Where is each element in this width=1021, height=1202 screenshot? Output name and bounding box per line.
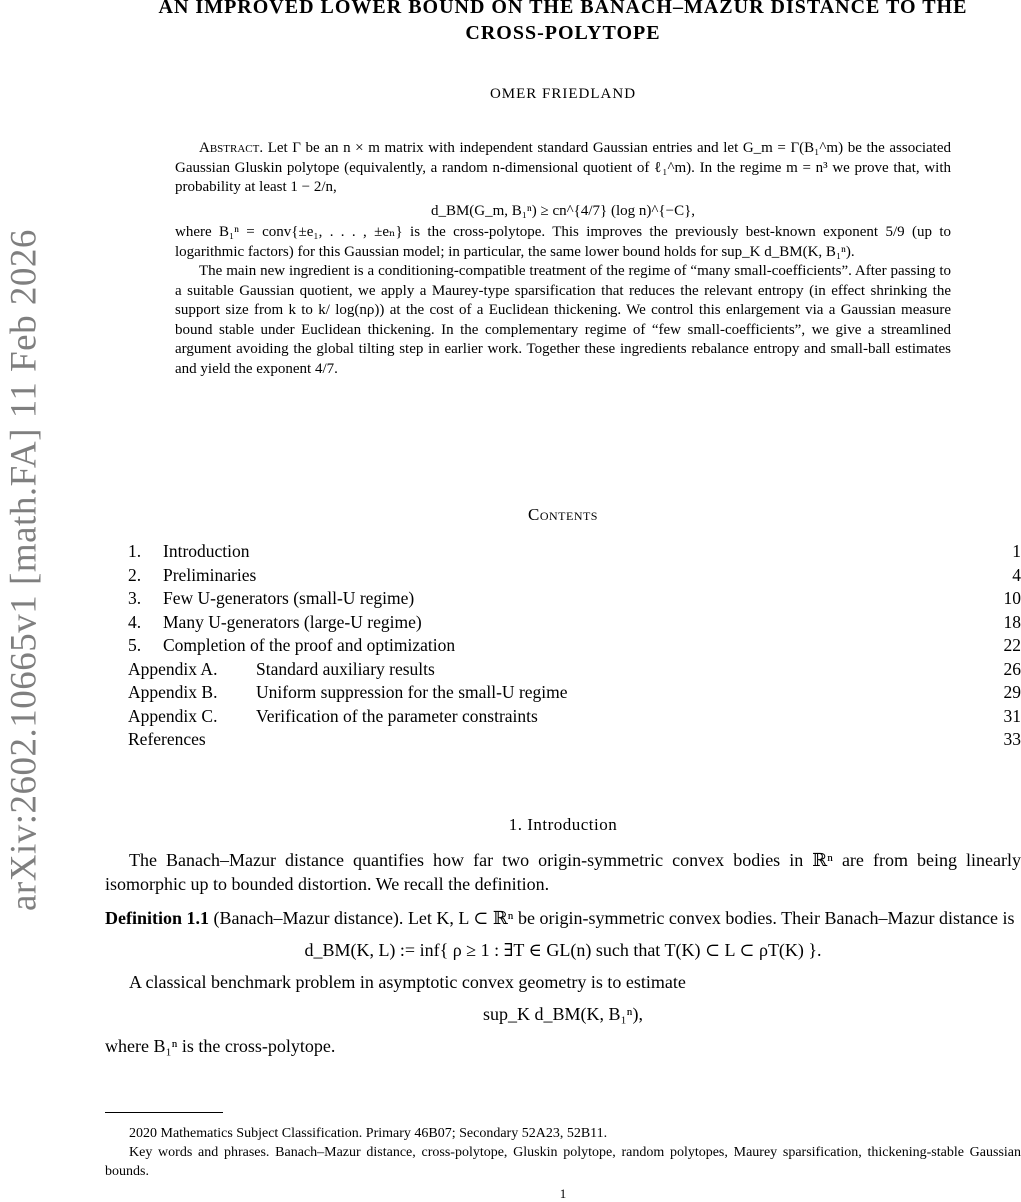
toc-entry-completion[interactable] — [128, 634, 1021, 658]
arxiv-stamp: arXiv:2602.10665v1 [math.FA] 11 Feb 2026 — [3, 229, 45, 911]
contents-heading: Contents — [527, 505, 598, 524]
definition-display: d_BM(K, L) := inf{ ρ ≥ 1 : ∃T ∈ GL(n) such that T(K) ⊂ L ⊂ ρT(K) }. — [304, 940, 822, 960]
title-line-2: CROSS-POLYTOPE — [465, 22, 661, 44]
footnotes — [105, 1124, 1021, 1181]
toc-page: 1 — [1012, 541, 1021, 562]
toc-label: Introduction — [163, 541, 250, 562]
abstract-label: Abstract. — [199, 140, 264, 156]
toc-entry-appendix-a[interactable] — [128, 658, 1021, 682]
toc-label: References — [128, 729, 206, 750]
toc-number: 3. — [128, 588, 142, 609]
toc-page: 31 — [1003, 705, 1021, 726]
table-of-contents — [128, 540, 1021, 752]
toc-number: 1. — [128, 541, 142, 562]
abstract — [175, 139, 951, 379]
toc-page: 22 — [1003, 635, 1021, 656]
toc-label: Verification of the parameter constraints — [256, 705, 538, 726]
toc-label: Few U-generators (small-U regime) — [163, 588, 415, 609]
intro-p2: A classical benchmark problem in asymptotic convex geometry is to estimate — [129, 972, 686, 992]
toc-label: Many U-generators (large-U regime) — [163, 611, 422, 632]
definition-text: Let K, L ⊂ ℝⁿ be origin-symmetric convex bodies. Their Banach–Mazur distance is — [407, 908, 1015, 928]
toc-label: Standard auxiliary results — [256, 658, 435, 679]
intro-body — [105, 848, 1021, 1058]
toc-page: 4 — [1012, 564, 1021, 585]
author: OMER FRIEDLAND — [489, 86, 637, 102]
definition-1-1 — [105, 906, 1021, 930]
toc-number: Appendix B. — [128, 682, 218, 703]
toc-page: 26 — [1003, 658, 1021, 679]
toc-page: 33 — [1003, 729, 1021, 750]
intro-p1: The Banach–Mazur distance quantifies how far two origin-symmetric convex bodies in ℝⁿ are from being linearly isomorphic up to bounded distortion. We recall the definition. — [105, 850, 1021, 894]
toc-entry-appendix-b[interactable] — [128, 681, 1021, 705]
toc-number: Appendix C. — [128, 705, 218, 726]
toc-number: 2. — [128, 564, 142, 585]
toc-label: Preliminaries — [163, 564, 257, 585]
toc-page: 29 — [1003, 682, 1021, 703]
definition-name: (Banach–Mazur distance). — [213, 908, 404, 928]
footnote-msc: 2020 Mathematics Subject Classification. Primary 46B07; Secondary 52A23, 52B11. — [129, 1126, 608, 1141]
toc-number: 5. — [128, 635, 142, 656]
definition-label: Definition 1.1 — [105, 908, 210, 928]
toc-entry-introduction[interactable] — [128, 540, 1021, 564]
page-number: 1 — [559, 1186, 567, 1201]
toc-entry-references[interactable] — [128, 728, 1021, 752]
footnote-keywords: Key words and phrases. Banach–Mazur distance, cross-polytope, Gluskin polytope, random polytopes, Maurey sparsification, thickening-stable Gaussian bounds. — [105, 1145, 1021, 1179]
title-line-1: AN IMPROVED LOWER BOUND ON THE BANACH–MAZUR DISTANCE TO THE — [158, 0, 968, 18]
toc-entry-few-u-generators[interactable] — [128, 587, 1021, 611]
toc-entry-many-u-generators[interactable] — [128, 611, 1021, 635]
toc-entry-appendix-c[interactable] — [128, 705, 1021, 729]
abstract-p1 — [175, 139, 951, 198]
abstract-p2: where B₁ⁿ = conv{±e₁, . . . , ±eₙ} is the cross-polytope. This improves the previously best-known exponent 5/9 (up to logarithmic factors) for this Gaussian model; in particular, the same lower bound holds for sup_K d_BM(K, B₁ⁿ). — [175, 224, 951, 260]
toc-page: 18 — [1003, 611, 1021, 632]
abstract-display: d_BM(G_m, B₁ⁿ) ≥ cn^{4/7} (log n)^{−C}, — [430, 202, 696, 219]
footnote-rule — [105, 1112, 223, 1113]
toc-number: Appendix A. — [128, 658, 218, 679]
toc-label: Completion of the proof and optimization — [163, 635, 456, 656]
toc-label: Uniform suppression for the small-U regime — [256, 682, 568, 703]
toc-number: 4. — [128, 611, 142, 632]
paper-title — [105, 0, 1021, 46]
abstract-p3: The main new ingredient is a conditioning-compatible treatment of the regime of “many small-coefficients”. After passing to a suitable Gaussian quotient, we apply a Maurey-type sparsification that reduces the relevant entropy (in effect shrinking the support size from k to k/ log(nρ)) at the cost of a Euclidean thickening. We control this enlargement via a Gaussian measure bound stable under Euclidean thickening. In the complementary regime of “few small-coefficients”, we give a streamlined argument avoiding the global tilting step in earlier work. Together these ingredients rebalance entropy and small-ball estimates and yield the exponent 4/7. — [175, 263, 951, 377]
section-heading-introduction: 1. Introduction — [508, 815, 618, 834]
abstract-p1-text: Let Γ be an n × m matrix with independent standard Gaussian entries and let G_m = Γ(B₁^m) be the associated Gaussian Gluskin polytope (equivalently, a random n-dimensional quotient of ℓ₁^m). In the regime m = n³ we prove that, with probability at least 1 − 2/n, — [175, 140, 952, 195]
intro-display-sup: sup_K d_BM(K, B₁ⁿ), — [483, 1004, 643, 1024]
toc-page: 10 — [1003, 588, 1021, 609]
intro-p3: where B₁ⁿ is the cross-polytope. — [105, 1036, 336, 1056]
toc-entry-preliminaries[interactable] — [128, 564, 1021, 588]
